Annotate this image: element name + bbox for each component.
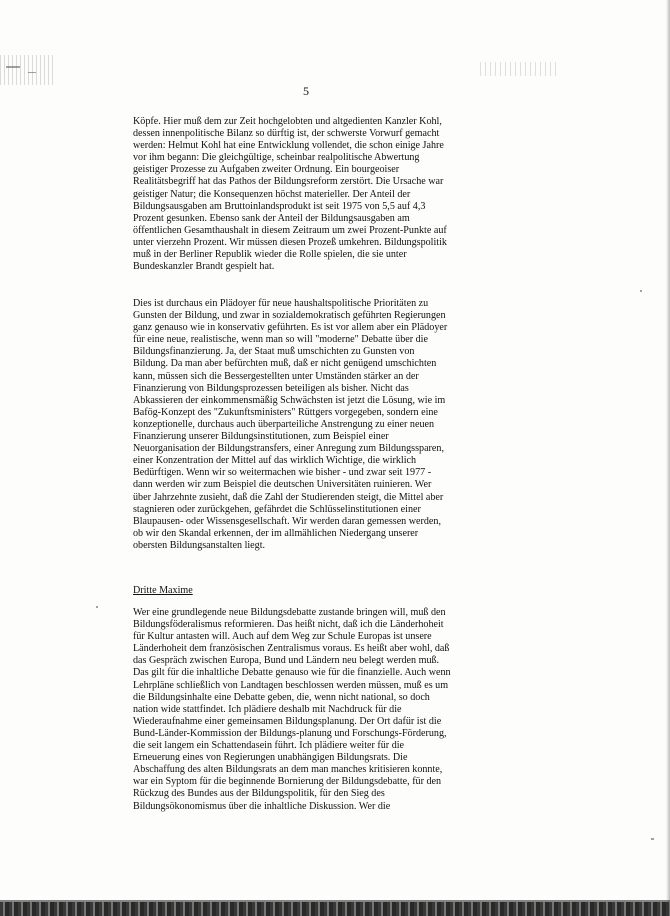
scan-speck (640, 290, 642, 292)
text-line: Dies ist durchaus ein Plädoyer für neue haushaltspolitische Prioritäten zu (133, 298, 429, 309)
text-line: Das gilt für die inhaltliche Debatte genauso wie für die finanzielle. Auch wenn (133, 667, 451, 679)
text-line: Finanzierung unserer Bildungsinstitutionen, zum Beispiel einer (133, 431, 389, 443)
text-line: war ein Syptom für die beginnende Bornierung der Bildungsdebatte, für den (133, 776, 442, 788)
paragraph-3 (133, 607, 490, 813)
text-line: konzeptionelle, durchaus auch überparteiliche Anstrengung zu einer neuen (133, 418, 435, 430)
text-line: Rückzug des Bundes aus der Bildungspolitik, für den Sieg des (133, 788, 385, 800)
text-line: das Gespräch zwischen Europa, Bund und Ländern neu belegt werden muß. (133, 655, 440, 667)
text-line: über Jahrzehnte zusieht, daß die Zahl der Studierenden steigt, die Mittel aber (133, 491, 444, 503)
text-line: Finanzierung von Bildungsprozessen beteiligen als bisher. Nicht das (133, 382, 409, 394)
text-line: die Bildungsinhalte eine Debatte geben, die, wenn nicht national, so doch (133, 691, 430, 703)
page-number: 5 (303, 84, 309, 98)
text-line: Blaupausen- oder Wissensgesellschaft. Wir werden daran gemessen werden, (133, 515, 441, 527)
text-line: Bildungsökonomismus über die inhaltliche Diskussion. Wer die (133, 800, 391, 812)
text-line: obersten Bildungsanstalten liegt. (133, 539, 266, 551)
text-line: ganz genauso wie in konservativ geführten. Es ist vor allem aber ein Plädoyer (133, 322, 448, 334)
scan-speck (6, 66, 20, 68)
text-line: geistiger Prozesse zu Aufgaben zweiter Ordnung. Ein bourgeoiser (133, 164, 400, 176)
text-line: unter vierzehn Prozent. Wir müssen diesen Prozeß umkehren. Bildungspolitik (133, 236, 447, 248)
paragraph-2 (133, 298, 490, 552)
text-line: Erneuerung eines von Regierungen unabhängigen Bildungsrats. Die (133, 752, 408, 764)
text-line: Abkassieren der einkommensmäßig Schwächsten ist jetzt die Lösung, wie im (133, 394, 446, 406)
text-line: Abschaffung des alten Bildungsrats an dem man manches kritisieren konnte, (133, 764, 443, 776)
text-line: Länderhoheit dem französischen Zentralismus voraus. Es heißt aber wohl, daß (133, 643, 450, 655)
text-line: für Kultur antasten will. Auch auf dem Weg zur Schule Europas ist unsere (133, 631, 432, 643)
text-line: die seit langem ein Schattendasein führt. Ich plädiere weiter für die (133, 740, 405, 752)
scan-noise-top-right (480, 62, 560, 76)
scan-speck (651, 838, 654, 840)
scan-noise-top-left (0, 55, 55, 85)
text-line: Prozent gesunken. Ebenso sank der Anteil der Bildungsausgaben am (133, 212, 410, 224)
text-line: Bafög-Konzept des "Zukunftsministers" Rüttgers vorgegeben, sondern eine (133, 406, 438, 418)
text-line: Bildungsausgaben am Bruttoinlandsprodukt ist seit 1975 von 5,5 auf 4,3 (133, 200, 426, 212)
text-line: stagnieren oder zurückgehen, gefährdet die Schlüsselinstitutionen einer (133, 503, 421, 515)
text-line: Wiederaufnahme einer gemeinsamen Bildungsplanung. Der Ort dafür ist die (133, 715, 442, 727)
scan-edge-shadow (666, 0, 670, 916)
text-line: ob wir den Skandal erkennen, der im allmählichen Niedergang unserer (133, 527, 419, 539)
text-line: dessen innenpolitische Bilanz so dürftig ist, der schwerste Vorwurf gemacht (133, 128, 440, 140)
text-line: Bedürftigen. Wenn wir so weitermachen wie bisher - und zwar seit 1977 - (133, 467, 432, 479)
scan-bottom-edge (0, 902, 670, 916)
text-line: nation wide stattfindet. Ich plädiere deshalb mit Nachdruck für die (133, 703, 402, 715)
text-line: geistiger Natur; die Konsequenzen höchst materieller. Der Anteil der (133, 188, 411, 200)
text-line: für eine neue, realistische, wenn man so will "moderne" Debatte über die (133, 334, 428, 346)
text-line: Gunsten der Bildung, und zwar in sozialdemokratisch geführten Regierungen (133, 310, 446, 322)
text-line: vor ihm begann: Die gleichgültige, scheinbar realpolitische Abwertung (133, 152, 420, 164)
text-line: Bildungsfinanzierung. Ja, der Staat muß umschichten zu Gunsten von (133, 346, 415, 358)
text-line: Bundeskanzler Brandt gespielt hat. (133, 261, 275, 273)
scan-speck (96, 606, 98, 608)
text-line: Bund-Länder-Kommission der Bildungs-planung und Forschungs-Förderung, (133, 727, 447, 739)
text-line: Lehrpläne schließlich von Landtagen beschlossen werden müssen, muß es um (133, 679, 449, 691)
text-line: Köpfe. Hier muß dem zur Zeit hochgelobten und altgedienten Kanzler Kohl, (133, 116, 442, 127)
text-line: einer Konzentration der Mittel auf das wirklich Wichtige, die wirklich (133, 455, 417, 467)
text-line: muß in der Berliner Republik wieder die Rolle spielen, die sie unter (133, 249, 407, 261)
text-line: werden: Helmut Kohl hat eine Entwicklung vollendet, die schon einige Jahre (133, 140, 444, 152)
text-line: kann, müssen sich die Bessergestellten unter Umständen stärker an der (133, 370, 419, 382)
section-heading: Dritte Maxime (133, 585, 193, 596)
paragraph-1 (133, 116, 490, 273)
text-line: Bildung. Da man aber befürchten muß, daß er nicht genügend umschichten (133, 358, 437, 370)
text-line: Bildungsföderalismus reformieren. Das heißt nicht, daß ich die Länderhoheit (133, 619, 444, 631)
text-line: Realitätsbegriff hat das Pathos der Bildungsreform zerstört. Die Ursache war (133, 176, 444, 188)
text-line: Neuorganisation der Bildungstransfers, einer Anregung zum Bildungssparen, (133, 443, 444, 455)
text-line: Wer eine grundlegende neue Bildungsdebatte zustande bringen will, muß den (133, 607, 446, 618)
scan-speck (28, 72, 36, 73)
text-line: öffentlichen Gesamthaushalt in diesem Zeitraum um zwei Prozent-Punkte auf (133, 224, 447, 236)
text-line: dann werden wir zum Beispiel die deutschen Universitäten ruinieren. Wer (133, 479, 432, 491)
